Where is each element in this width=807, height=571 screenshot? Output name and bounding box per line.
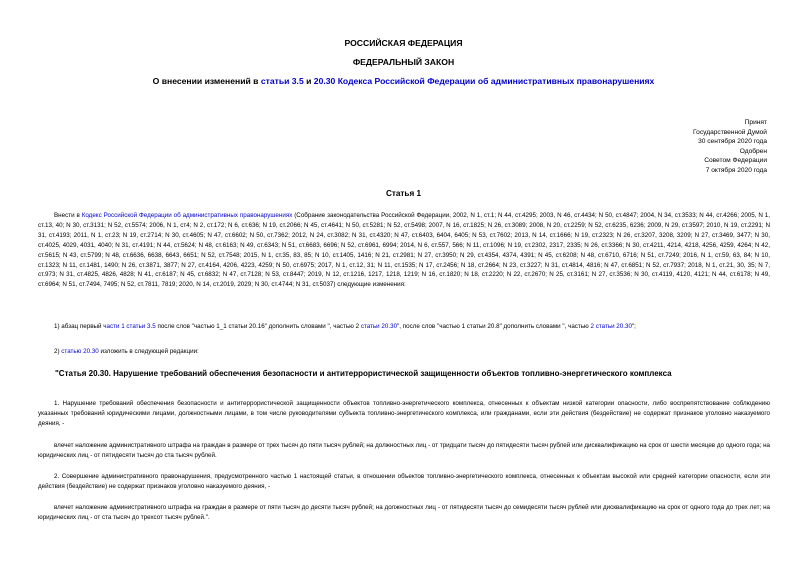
- adoption-line: Принят: [744, 119, 767, 126]
- law-type-heading: ФЕДЕРАЛЬНЫЙ ЗАКОН: [352, 57, 455, 67]
- item1-mid: после слов "частью 1_1 статьи 20.16" дополнить словами ", частью 2: [155, 323, 361, 330]
- article-heading: Статья 1: [385, 189, 422, 198]
- quoted-penalty-1: влечет наложение административного штрафа на граждан в размере от трех тысяч до пяти тысяч рублей; на должностных лиц - от тридцати тысяч до пятидесяти тысяч рублей или дисквалификацию на срок от шести месяцев до одного года; на юридических лиц - от пятидесяти тысяч до ста тысяч рублей.: [38, 442, 770, 459]
- item1-mid: ", после слов "частью 1 статьи 20.8" дополнить словами ", частью: [397, 323, 591, 330]
- item2-end: изложить в следующей редакции:: [98, 348, 199, 355]
- adoption-block: [693, 118, 767, 176]
- link-part-2-article-20-30[interactable]: 2 статьи 20.30: [590, 323, 632, 330]
- amendment-item-1: [38, 322, 770, 332]
- law-title-prefix: О внесении изменений в: [152, 76, 261, 86]
- link-article-20-30-new[interactable]: статью 20.30: [61, 348, 99, 355]
- link-administrative-code[interactable]: Кодекс Российской Федерации об административных правонарушениях: [81, 212, 293, 219]
- item1-end: ";: [631, 323, 636, 330]
- adoption-line: 30 сентября 2020 года: [698, 138, 767, 146]
- link-article-3-5[interactable]: статьи 3.5: [260, 76, 304, 86]
- adoption-line: Одобрен: [739, 147, 767, 155]
- quoted-part-1: 1. Нарушение требований обеспечения безопасности и антитеррористической защищенности объектов топливно-энергетического комплекса, отнесенных к объектам низкой категории опасности, либо воспрепятствование соблюдению указанных требований юридическими лицами, должностными лицами, в том числе руководителями субъекта топливно-энергетического комплекса, или гражданами, если эти действия (бездействие) не содержат признаков уголовно наказуемого деяния, -: [38, 400, 770, 427]
- adoption-line: 7 октября 2020 года: [705, 166, 767, 174]
- link-article-20-30[interactable]: статьи 20.30: [360, 323, 398, 330]
- law-title: [0, 76, 807, 86]
- link-article-20-30-code[interactable]: 20.30 Кодекса Российской Федерации об административных правонарушениях: [313, 76, 655, 86]
- article-intro-paragraph: [38, 211, 770, 290]
- adoption-line: Советом Федерации: [704, 157, 767, 165]
- item1-prefix: 1) абзац первый: [54, 323, 104, 330]
- item2-prefix: 2): [54, 348, 62, 355]
- link-part-1-article-3-5[interactable]: части 1 статьи 3.5: [103, 323, 156, 330]
- law-title-mid: и: [303, 76, 314, 86]
- country-heading: РОССИЙСКАЯ ФЕДЕРАЦИЯ: [344, 38, 463, 48]
- quoted-penalty-2: влечет наложение административного штрафа на граждан в размере от пяти тысяч до десяти тысяч рублей; на должностных лиц - от пятидесяти тысяч до семидесяти тысяч рублей или дисквалификацию на срок от одного года до трех лет; на юридических лиц - от ста тысяч до трехсот тысяч рублей.".: [38, 504, 770, 521]
- quoted-article-title: "Статья 20.30. Нарушение требований обеспечения безопасности и антитеррористической защищенности объектов топливно-энергетического комплекса: [55, 369, 672, 378]
- quoted-part-2: 2. Совершение административного правонарушения, предусмотренного частью 1 настоящей статьи, в отношении объектов топливно-энергетического комплекса, отнесенных к объектам высокой или средней категории опасности, если эти действия (бездействие) не содержат признаков уголовно наказуемого деяния, -: [38, 473, 770, 490]
- intro-prefix: Внести в: [54, 212, 82, 219]
- amendment-item-2: [38, 347, 770, 357]
- intro-rest: (Собрание законодательства Российской Федерации, 2002, N 1, ст.1; N 44, ст.4295; 2003, N 46, ст.4434; N 50, ст.4847; 2004, N 34, ст.3533; N 44, ст.4266; 2005, N 1, ст.13, 40; N 30, ст.3131; N 52, ст.5574; 2006, N 1, ст4; N 2, ст.172; N 6, ст.636; N 19, ст.2066; N 45, ст.4641; N 50, ст.5281; N 52, ст.5498; 2007, N 16, ст.1825; N 26, ст.3089; 2008, N 20, ст.2259; N 52, ст.6235, 6236; 2009, N 29, ст.3597; 2010, N 19, ст.2291; N 31, ст.4193; 2011, N 1, ст.23; N 19, ст.2714; N 30, ст.4605; N 47, ст.6602; N 50, ст.7362; 2012, N 24, ст.3082; N 31, ст.4320; N 47, ст.6403, 6404, 6405; N 53, ст.7602; 2013, N 14, ст.1666; N 19, ст.2323; N 26, ст.3207, 3208, 3209; N 27, ст.3469, 3477; N 30, ст.4025, 4029, 4031, 4040; N 31, ст.4191; N 44, ст.5624; N 48, ст.6163; N 49, ст.6343; N 51, ст.6683, 6696; N 52, ст.6961, 6994; 2014, N 6, ст.557, 566; N 11, ст.1096; N 19, ст.2302, 2317, 2335; N 26, ст.3366; N 30, ст.4211, 4214, 4218, 4256, 4259, 4264; N 42, ст.5615; N 43, ст.5799; N 48, ст.6636, 6638, 6643, 6651; N 52, ст.7548; 2015, N 1, ст.35, 83, 85; N 10, ст.1405, 1416; N 21, ст.2981; N 27, ст.3950; N 29, ст.4354, 4374, 4391; N 45, ст.6208; N 48, ст.6710, 6716; N 51, ст.7249; 2016, N 1, ст.59, 63, 84; N 10, ст.1323; N 11, ст.1481, 1490; N 26, ст.3871, 3877; N 27, ст.4164, 4206, 4223, 4259; N 50, ст.6975; 2017, N 1, ст.12, 31; N 11, ст.1535; N 17, ст.2456; N 18, ст.2664; N 23, ст.3227; N 31, ст.4814, 4816; N 47, ст.6851; N 52, ст.7937; 2018, N 1, ст.21, 30, 35; N 7, ст.973; N 31, ст.4825, 4826, 4828; N 41, ст.6187; N 45, ст.6832; N 47, ст.7128; N 53, ст.8447; 2019, N 12, ст.1216, 1217, 1218, 1219; N 16, ст.1820; N 18, ст.2220; N 22, ст.2670; N 25, ст.3161; N 27, ст.3536; N 30, ст.4119, 4120, 4121; N 44, ст.6178; N 49, ст.6964; N 51, ст.7494, 7495; N 52, ст.7811, 7819; 2020, N 14, ст.2019, 2029; N 30, ст.4744; N 31, ст.5037) следующие изменения:: [38, 212, 770, 289]
- adoption-line: Государственной Думой: [693, 128, 767, 136]
